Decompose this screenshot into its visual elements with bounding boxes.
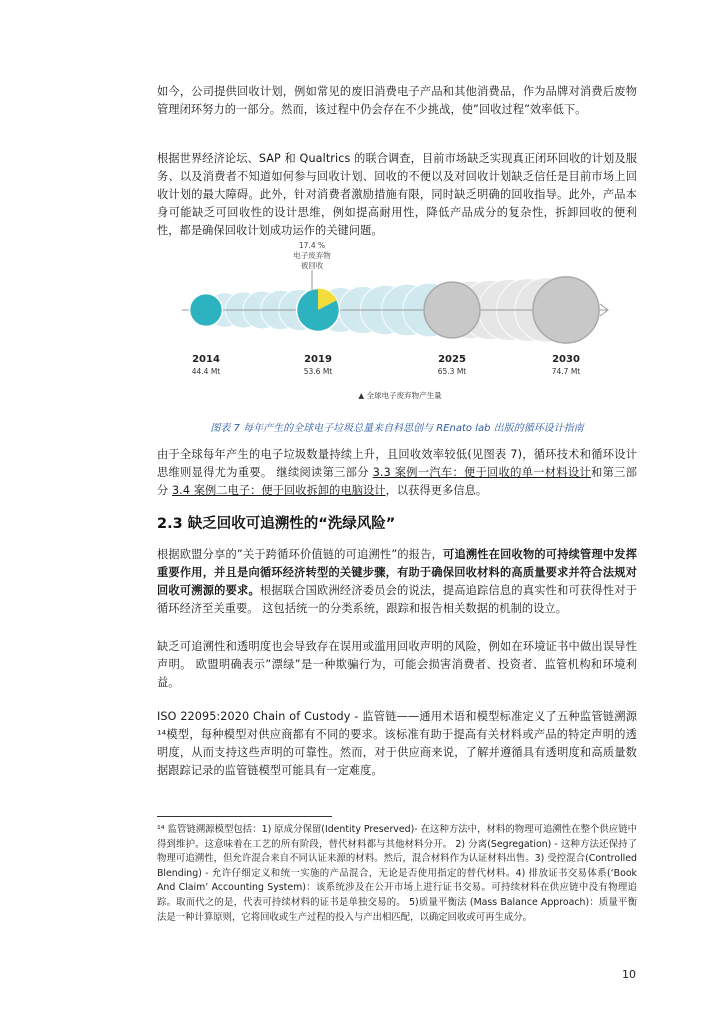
p3-text-end: ，以获得更多信息。 xyxy=(385,484,488,497)
bubble-2030 xyxy=(533,277,599,343)
chart-labels xyxy=(192,354,581,376)
e-waste-timeline-chart xyxy=(180,238,620,408)
p4-bold-text: 可追溯性在回收物的可持续管理中发挥重要作用，并且是向循环经济转型的关键步骤，有助于确保回收材料的高质量要求并符合法规对回收可溯源的要求。 xyxy=(157,548,637,597)
p4-text-end: 根据联合国欧洲经济委员会的说法，提高追踪信息的真实性和可获得性对于循环经济至关重要。 这包括统一的分类系统，跟踪和报告相关数据的机制的设立。 xyxy=(157,584,637,615)
survey-paragraph: 根据世界经济论坛、SAP 和 Qualtrics 的联合调查，目前市场缺乏实现真正闭环回收的计划及服务、以及消费者不知道如何参与回收计划、回收的不便以及对回收计划缺乏信任是目前市场上回收计划的最大障碍。此外，针对消费者激励措施有限，同时缺乏明确的回收指导。此外，产品本身可能缺乏可回收性的设计思维，例如提高耐用性，降低产品成分的复杂性，拆卸回收的便利性，都是确保回收计划成功运作的关键问题。 xyxy=(157,152,637,237)
footnote-14: ¹⁴ 监管链溯源模型包括：1) 原成分保留(Identity Preserved)- 在这种方法中，材料的物理可追溯性在整个供应链中得到维护。这意味着在工艺的所有阶段，替代材料都与其他材料分开。 2) 分离(Segregation) - 这种方法还保持了物理可追溯性，但允许混合来自不同认证来源的材料。然后，混合材料作为认证材料出售。3) 受控混合(Controlled Blending) - 允许仔细定义和统一实施的产品混合，无论是否使用指定的替代材料。4) 排放证书交易体系(‘Book And Claim’ Accounting System)：该系统涉及在公开市场上进行证书交易。可持续材料在供应链中没有物理追踪。取而代之的是，代表可持续材料的证书是单独交易的。 5)质量平衡法 (Mass Balance Approach)：质量平衡法是一种计算原则，它将回收或生产过程的投入与产出相匹配，以确定回收或可再生成分。 xyxy=(157,824,637,923)
value-label-2030: 74.7 Mt xyxy=(551,367,581,376)
value-label-2014: 44.4 Mt xyxy=(191,367,221,376)
annotation-ewaste: 电子废弃物 xyxy=(293,251,331,260)
year-label-2019: 2019 xyxy=(304,354,332,365)
footnote-divider xyxy=(157,816,332,817)
circular-design-paragraph xyxy=(157,446,637,500)
p3-text-start: 由于全球每年产生的电子垃圾数量持续上升，且回收效率较低(见图表 7)，循环技术和循环设计思维则显得尤为重要。 继续阅读第三部分 xyxy=(157,448,637,479)
section-heading: 2.3 缺乏回收可追溯性的“洗绿风险” xyxy=(157,516,396,532)
annotation-recycled: 被回收 xyxy=(300,261,324,270)
annotation-percent: 17.4 % xyxy=(298,241,326,250)
intro-paragraph: 如今，公司提供回收计划，例如常见的废旧消费电子产品和其他消费品，作为品牌对消费后废物管理闭环努力的一部分。然而，该过程中仍会存在不少挑战，使”回收过程”效率低下。 xyxy=(157,85,637,116)
value-label-2025: 65.3 Mt xyxy=(437,367,467,376)
figure-caption: 图表 7 每年产生的全球电子垃圾总量来自科思创与 REnato lab 出版的循环设计指南 xyxy=(210,423,584,434)
case-link-auto[interactable]: 3.3 案例一汽车：便于回收的单一材料设计 xyxy=(372,466,592,479)
year-label-2030: 2030 xyxy=(552,354,580,365)
page-number: 10 xyxy=(622,968,636,981)
p3-text-mid: 和第三部分 xyxy=(157,466,637,497)
p4-text-start: 根据欧盟分享的”关于跨循环价值链的可追溯性”的报告， xyxy=(157,548,444,561)
value-label-2019: 53.6 Mt xyxy=(303,367,333,376)
chart-legend: ▲ 全球电子废弃物产生量 xyxy=(358,391,442,400)
bubble-2025 xyxy=(424,282,480,338)
bubble-2014 xyxy=(190,294,223,327)
year-label-2025: 2025 xyxy=(438,354,466,365)
year-label-2014: 2014 xyxy=(192,354,220,365)
greenwashing-paragraph: 缺乏可追溯性和透明度也会导致存在误用或滥用回收声明的风险，例如在环境证书中做出误导性声明。 欧盟明确表示”漂绿”是一种欺骗行为，可能会损害消费者、投资者、监管机构和环境利益。 xyxy=(157,640,637,689)
traceability-paragraph xyxy=(157,546,637,618)
iso-paragraph: ISO 22095:2020 Chain of Custody - 监管链——通用术语和模型标准定义了五种监管链溯源¹⁴模型，每种模型对供应商都有不同的要求。该标准有助于提高有关材料或产品的特定声明的透明度，从而支持这些声明的可靠性。然而，对于供应商来说，了解并遵循具有透明度和高质量数据跟踪记录的监管链模型可能具有一定难度。 xyxy=(157,710,637,777)
case-link-electronics[interactable]: 3.4 案例二电子：便于回收拆卸的电脑设计 xyxy=(171,484,386,497)
